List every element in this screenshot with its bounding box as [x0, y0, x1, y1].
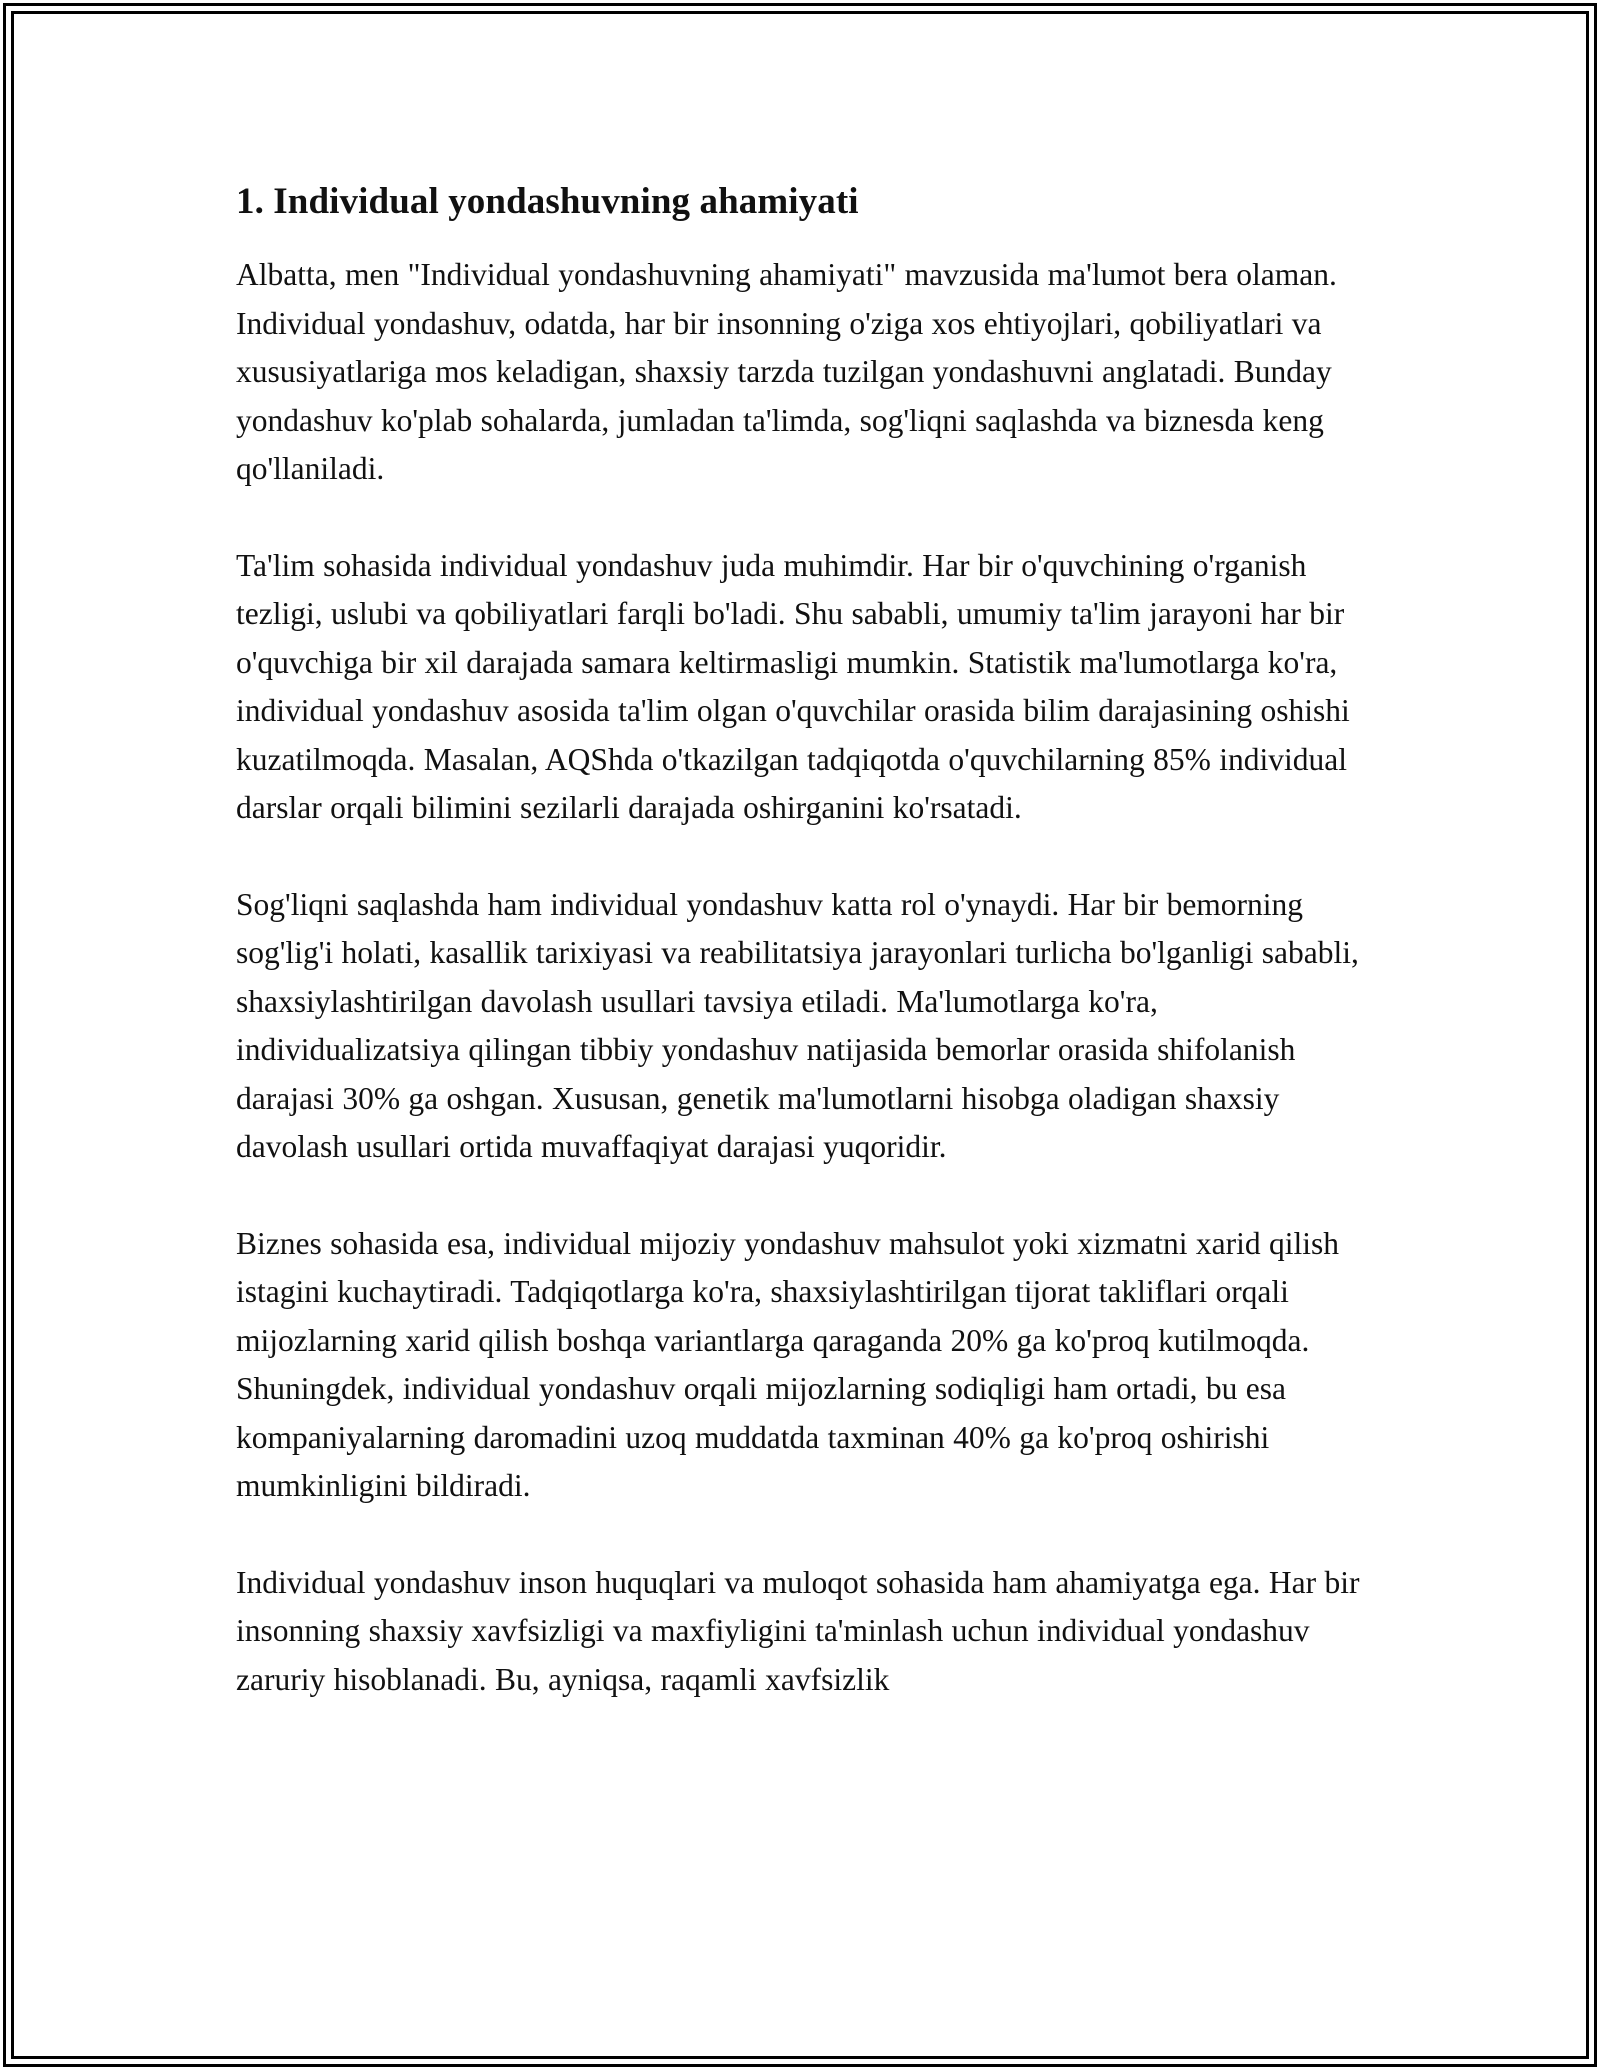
section-heading: 1. Individual yondashuvning ahamiyati	[236, 181, 859, 222]
paragraph-education: Ta'lim sohasida individual yondashuv juda muhimdir. Har bir o'quvchining o'rganish tezligi, uslubi va qobiliyatlari farqli bo'ladi. Shu sababli, umumiy ta'lim jarayoni har bir o'quvchiga bir xil darajada samara keltirmasligi mumkin. Statistik ma'lumotlarga ko'ra, individual yondashuv asosida ta'lim olgan o'quvchilar orasida bilim darajasining oshishi kuzatilmoqda. Masalan, AQShda o'tkazilgan tadqiqotda o'quvchilarning 85% individual darslar orqali bilimini sezilarli darajada oshirganini ko'rsatadi.	[236, 547, 1350, 826]
paragraph-human-rights: Individual yondashuv inson huquqlari va muloqot sohasida ham ahamiyatga ega. Har bir insonning shaxsiy xavfsizligi va maxfiyligini ta'minlash uchun individual yondashuv zaruriy hisoblanadi. Bu, ayniqsa, raqamli xavfsizlik	[236, 1564, 1360, 1697]
document-body	[236, 178, 1376, 1752]
paragraph-healthcare: Sog'liqni saqlashda ham individual yondashuv katta rol o'ynaydi. Har bir bemorning sog'lig'i holati, kasallik tarixiyasi va reabilitatsiya jarayonlari turlicha bo'lganligi sababli, shaxsiylashtirilgan davolash usullari tavsiya etiladi. Ma'lumotlarga ko'ra, individualizatsiya qilingan tibbiy yondashuv natijasida bemorlar orasida shifolanish darajasi 30% ga oshgan. Xususan, genetik ma'lumotlarni hisobga oladigan shaxsiy davolash usullari ortida muvaffaqiyat darajasi yuqoridir.	[236, 886, 1359, 1165]
paragraph-business: Biznes sohasida esa, individual mijoziy yondashuv mahsulot yoki xizmatni xarid qilish istagini kuchaytiradi. Tadqiqotlarga ko'ra, shaxsiylashtirilgan tijorat takliflari orqali mijozlarning xarid qilish boshqa variantlarga qaraganda 20% ga ko'proq kutilmoqda. Shuningdek, individual yondashuv orqali mijozlarning sodiqligi ham ortadi, bu esa kompaniyalarning daromadini uzoq muddatda taxminan 40% ga ko'proq oshirishi mumkinligini bildiradi.	[236, 1225, 1339, 1504]
paragraph-intro: Albatta, men "Individual yondashuvning ahamiyati" mavzusida ma'lumot bera olaman. Individual yondashuv, odatda, har bir insonning o'ziga xos ehtiyojlari, qobiliyatlari va xususiyatlariga mos keladigan, shaxsiy tarzda tuzilgan yondashuvni anglatadi. Bunday yondashuv ko'plab sohalarda, jumladan ta'limda, sog'liqni saqlashda va biznesda keng qo'llaniladi.	[236, 257, 1337, 487]
